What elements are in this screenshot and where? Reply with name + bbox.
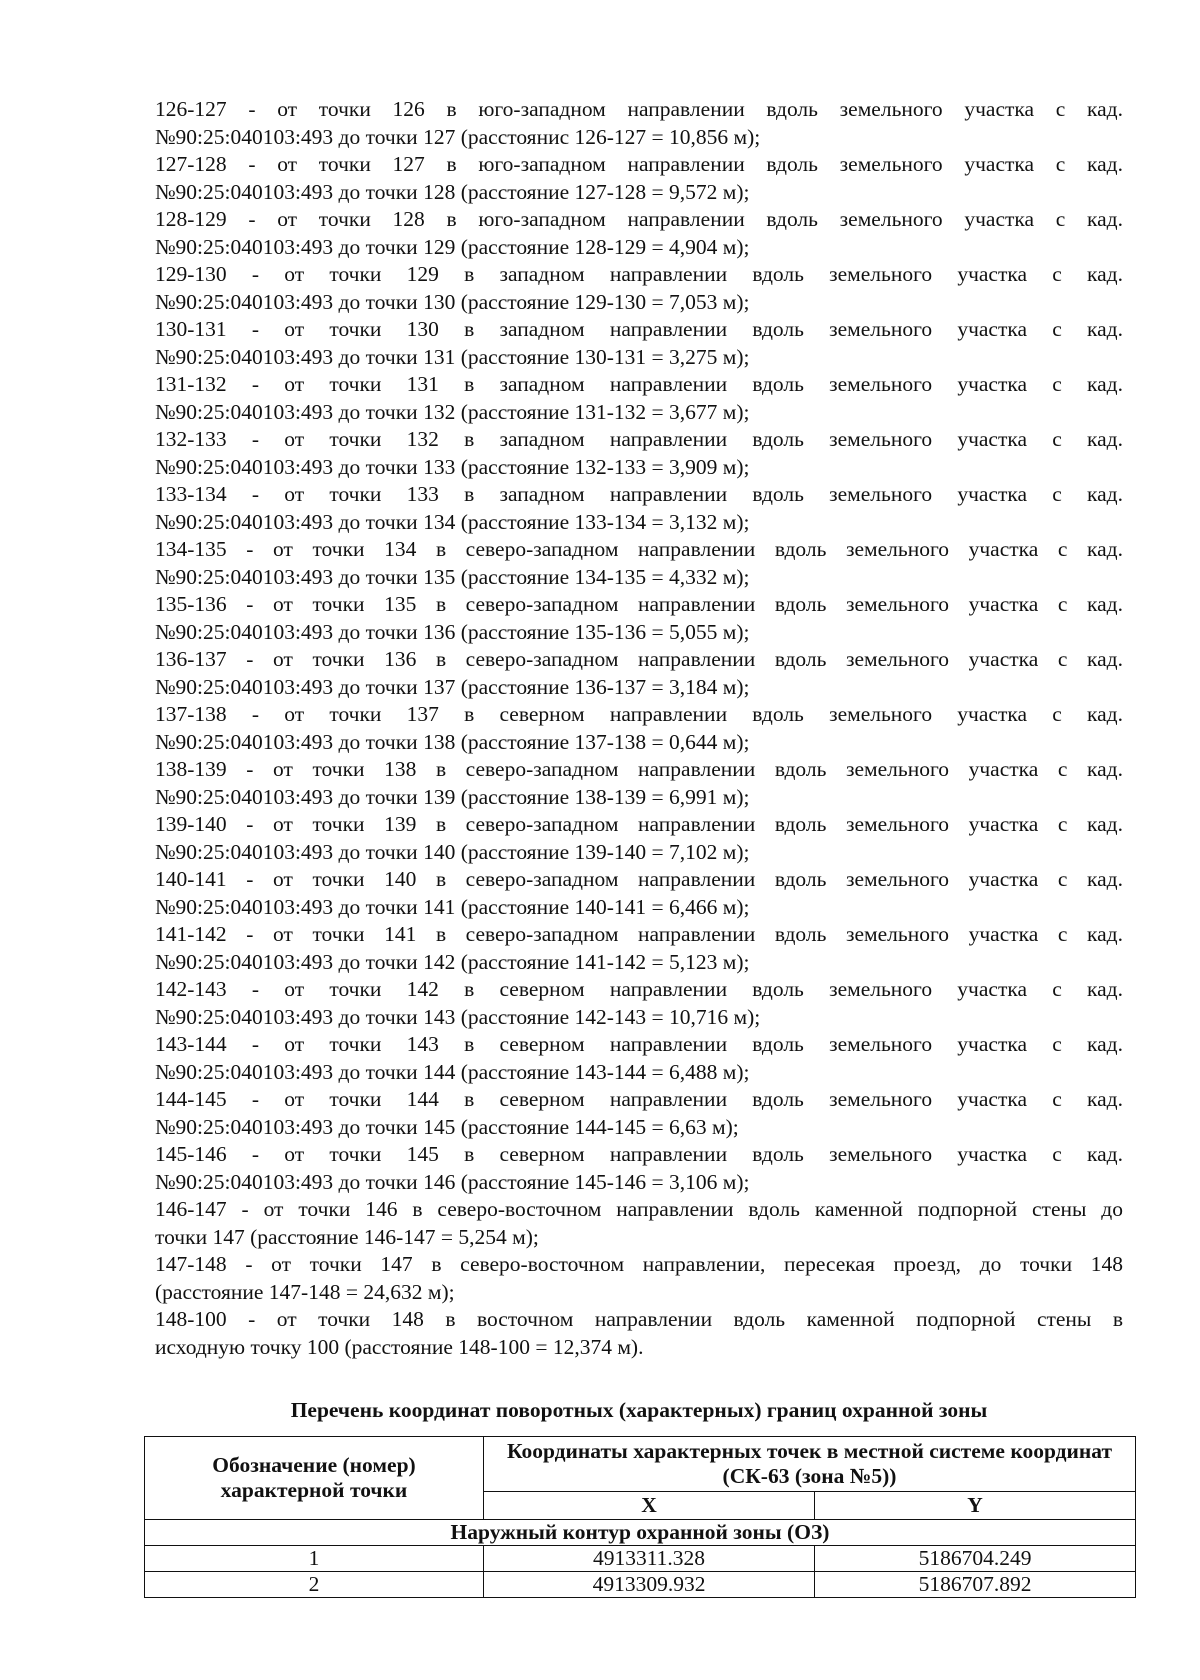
paragraph-line-2: №90:25:040103:493 до точки 144 (расстояние 143-144 = 6,488 м); (155, 1059, 750, 1084)
paragraph-line-2: №90:25:040103:493 до точки 130 (расстояние 129-130 = 7,053 м); (155, 289, 750, 314)
cell-y: 5186707.892 (815, 1572, 1136, 1598)
boundary-segment-paragraph (155, 1031, 1123, 1086)
boundary-segment-paragraph (155, 756, 1123, 811)
paragraph-line-1: 146-147 - от точки 146 в северо-восточном направлении вдоль каменной подпорной стены до (155, 1197, 1123, 1221)
paragraph-line-2: №90:25:040103:493 до точки 129 (расстояние 128-129 = 4,904 м); (155, 234, 750, 259)
paragraph-line-2: №90:25:040103:493 до точки 127 (расстоянис 126-127 = 10,856 м); (155, 124, 761, 149)
boundary-segment-paragraph (155, 1251, 1123, 1306)
paragraph-line-2: точки 147 (расстояние 146-147 = 5,254 м); (155, 1224, 539, 1249)
paragraph-line-1: 137-138 - от точки 137 в северном направлении вдоль земельного участка с кад. (155, 702, 1123, 726)
paragraph-line-1: 129-130 - от точки 129 в западном направлении вдоль земельного участка с кад. (155, 262, 1123, 286)
boundary-segment-paragraph (155, 701, 1123, 756)
boundary-description-list (155, 96, 1123, 1361)
paragraph-line-1: 141-142 - от точки 141 в северо-западном направлении вдоль земельного участка с кад. (155, 922, 1123, 946)
paragraph-line-2: №90:25:040103:493 до точки 145 (расстояние 144-145 = 6,63 м); (155, 1114, 739, 1139)
paragraph-line-1: 138-139 - от точки 138 в северо-западном направлении вдоль земельного участка с кад. (155, 757, 1123, 781)
paragraph-line-1: 139-140 - от точки 139 в северо-западном направлении вдоль земельного участка с кад. (155, 812, 1123, 836)
paragraph-line-2: №90:25:040103:493 до точки 137 (расстояние 136-137 = 3,184 м); (155, 674, 750, 699)
coordinates-table (144, 1436, 1136, 1598)
paragraph-line-2: №90:25:040103:493 до точки 142 (расстояние 141-142 = 5,123 м); (155, 949, 750, 974)
paragraph-line-2: №90:25:040103:493 до точки 143 (расстояние 142-143 = 10,716 м); (155, 1004, 761, 1029)
table-title: Перечень координат поворотных (характерных) границ охранной зоны (290, 1398, 988, 1422)
paragraph-line-1: 128-129 - от точки 128 в юго-западном направлении вдоль земельного участка с кад. (155, 207, 1123, 231)
paragraph-line-2: №90:25:040103:493 до точки 146 (расстояние 145-146 = 3,106 м); (155, 1169, 750, 1194)
boundary-segment-paragraph (155, 1141, 1123, 1196)
boundary-segment-paragraph (155, 481, 1123, 536)
paragraph-line-1: 142-143 - от точки 142 в северном направлении вдоль земельного участка с кад. (155, 977, 1123, 1001)
boundary-segment-paragraph (155, 261, 1123, 316)
paragraph-line-1: 145-146 - от точки 145 в северном направлении вдоль земельного участка с кад. (155, 1142, 1123, 1166)
paragraph-line-1: 144-145 - от точки 144 в северном направлении вдоль земельного участка с кад. (155, 1087, 1123, 1111)
cell-x: 4913311.328 (484, 1546, 815, 1572)
boundary-segment-paragraph (155, 206, 1123, 261)
boundary-segment-paragraph (155, 976, 1123, 1031)
paragraph-line-1: 127-128 - от точки 127 в юго-западном направлении вдоль земельного участка с кад. (155, 152, 1123, 176)
paragraph-line-1: 130-131 - от точки 130 в западном направлении вдоль земельного участка с кад. (155, 317, 1123, 341)
paragraph-line-2: №90:25:040103:493 до точки 139 (расстояние 138-139 = 6,991 м); (155, 784, 750, 809)
boundary-segment-paragraph (155, 921, 1123, 976)
paragraph-line-2: №90:25:040103:493 до точки 138 (расстояние 137-138 = 0,644 м); (155, 729, 750, 754)
paragraph-line-1: 140-141 - от точки 140 в северо-западном направлении вдоль земельного участка с кад. (155, 867, 1123, 891)
header-y: Y (815, 1491, 1136, 1519)
paragraph-line-1: 131-132 - от точки 131 в западном направлении вдоль земельного участка с кад. (155, 372, 1123, 396)
paragraph-line-2: №90:25:040103:493 до точки 133 (расстояние 132-133 = 3,909 м); (155, 454, 750, 479)
boundary-segment-paragraph (155, 371, 1123, 426)
boundary-segment-paragraph (155, 151, 1123, 206)
boundary-segment-paragraph (155, 1196, 1123, 1251)
paragraph-line-1: 136-137 - от точки 136 в северо-западном направлении вдоль земельного участка с кад. (155, 647, 1123, 671)
boundary-segment-paragraph (155, 1306, 1123, 1361)
boundary-segment-paragraph (155, 866, 1123, 921)
boundary-segment-paragraph (155, 316, 1123, 371)
boundary-segment-paragraph (155, 536, 1123, 591)
paragraph-line-2: №90:25:040103:493 до точки 135 (расстояние 134-135 = 4,332 м); (155, 564, 750, 589)
header-x: X (484, 1491, 815, 1519)
cell-point: 1 (145, 1546, 484, 1572)
section-label: Наружный контур охранной зоны (ОЗ) (145, 1520, 1136, 1546)
paragraph-line-1: 143-144 - от точки 143 в северном направлении вдоль земельного участка с кад. (155, 1032, 1123, 1056)
header-point-number: Обозначение (номер) характерной точки (145, 1437, 484, 1520)
paragraph-line-1: 135-136 - от точки 135 в северо-западном направлении вдоль земельного участка с кад. (155, 592, 1123, 616)
paragraph-line-2: №90:25:040103:493 до точки 134 (расстояние 133-134 = 3,132 м); (155, 509, 750, 534)
boundary-segment-paragraph (155, 426, 1123, 481)
boundary-segment-paragraph (155, 811, 1123, 866)
paragraph-line-1: 148-100 - от точки 148 в восточном направлении вдоль каменной подпорной стены в (155, 1307, 1123, 1331)
cell-y: 5186704.249 (815, 1546, 1136, 1572)
table-row (145, 1572, 1136, 1598)
paragraph-line-2: №90:25:040103:493 до точки 141 (расстояние 140-141 = 6,466 м); (155, 894, 750, 919)
document-body (155, 96, 1123, 1361)
paragraph-line-1: 134-135 - от точки 134 в северо-западном направлении вдоль земельного участка с кад. (155, 537, 1123, 561)
paragraph-line-2: №90:25:040103:493 до точки 132 (расстояние 131-132 = 3,677 м); (155, 399, 750, 424)
paragraph-line-2: №90:25:040103:493 до точки 140 (расстояние 139-140 = 7,102 м); (155, 839, 750, 864)
paragraph-line-1: 126-127 - от точки 126 в юго-западном направлении вдоль земельного участка с кад. (155, 97, 1123, 121)
paragraph-line-1: 133-134 - от точки 133 в западном направлении вдоль земельного участка с кад. (155, 482, 1123, 506)
paragraph-line-2: №90:25:040103:493 до точки 131 (расстояние 130-131 = 3,275 м); (155, 344, 750, 369)
paragraph-line-2: (расстояние 147-148 = 24,632 м); (155, 1279, 455, 1304)
paragraph-line-1: 147-148 - от точки 147 в северо-восточном направлении, пересекая проезд, до точки 148 (155, 1252, 1123, 1276)
paragraph-line-2: исходную точку 100 (расстояние 148-100 = 12,374 м). (155, 1334, 644, 1359)
cell-x: 4913309.932 (484, 1572, 815, 1598)
table-row (145, 1546, 1136, 1572)
boundary-segment-paragraph (155, 96, 1123, 151)
paragraph-line-2: №90:25:040103:493 до точки 136 (расстояние 135-136 = 5,055 м); (155, 619, 750, 644)
header-coordinates: Координаты характерных точек в местной системе координат (СК-63 (зона №5)) (484, 1437, 1136, 1492)
boundary-segment-paragraph (155, 1086, 1123, 1141)
paragraph-line-1: 132-133 - от точки 132 в западном направлении вдоль земельного участка с кад. (155, 427, 1123, 451)
paragraph-line-2: №90:25:040103:493 до точки 128 (расстояние 127-128 = 9,572 м); (155, 179, 750, 204)
boundary-segment-paragraph (155, 591, 1123, 646)
cell-point: 2 (145, 1572, 484, 1598)
boundary-segment-paragraph (155, 646, 1123, 701)
